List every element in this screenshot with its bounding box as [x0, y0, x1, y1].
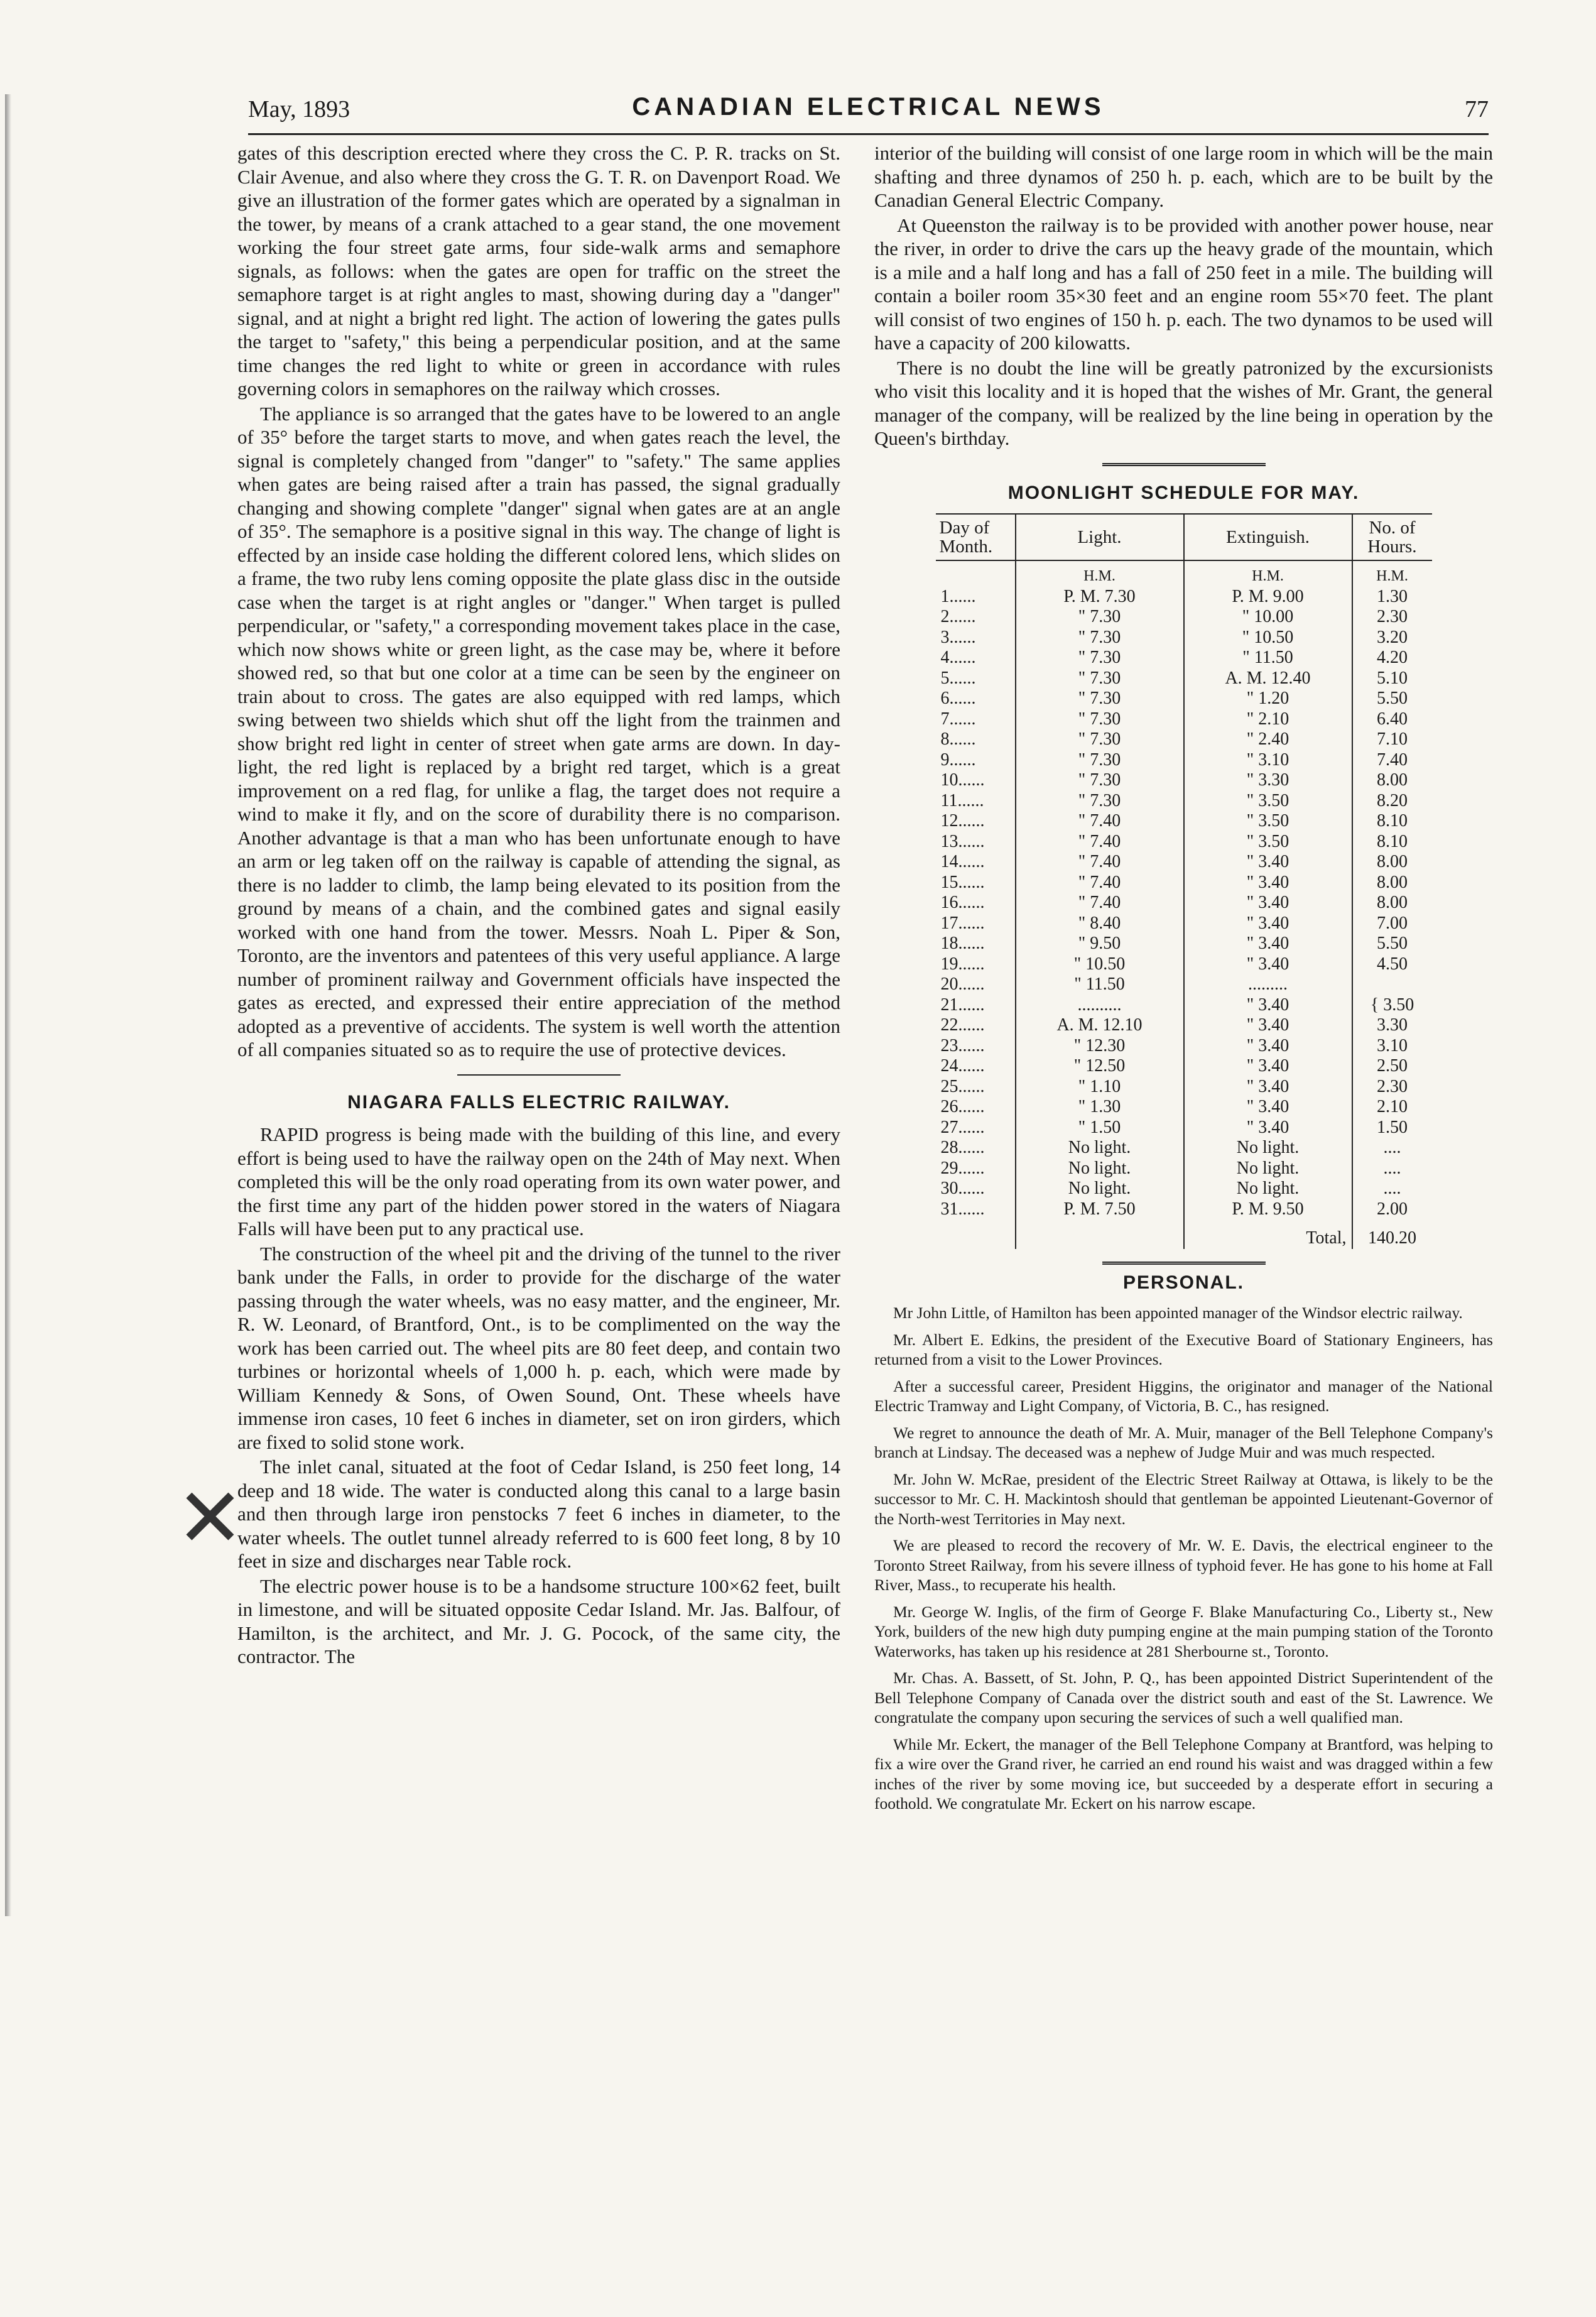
light-cell: No light.: [1016, 1179, 1184, 1199]
hours-cell: 8.10: [1352, 832, 1432, 853]
niagara-continued-paragraph-2: At Queenston the railway is to be provided with another power house, near the river, in order to drive the cars up the heavy grade of the mountain, which is a mile and a half long and has a fall of 250 feet in a mile. The building will contain a boiler room 35×30 feet and an engine room 55×70 feet. The plant will consist of two engines of 150 h. p. each. The two dynamos to be used will have a capacity of 200 kilowatts.: [874, 214, 1493, 354]
right-column: [874, 141, 1493, 1821]
day-cell: 8......: [940, 729, 976, 749]
scan-edge-shadow: [5, 94, 11, 1916]
extinguish-cell: No light.: [1184, 1138, 1352, 1158]
light-cell: " 7.40: [1016, 811, 1184, 832]
header-no-of-hours: No. of Hours.: [1352, 514, 1432, 560]
day-cell: 14......: [940, 852, 985, 871]
light-cell: " 1.30: [1016, 1097, 1184, 1118]
light-cell: A. M. 12.10: [1016, 1015, 1184, 1036]
extinguish-cell: A. M. 12.40: [1184, 668, 1352, 689]
gates-paragraph-2: The appliance is so arranged that the gates have to be lowered to an angle of 35° before the target starts to move, and when gates reach the level, the signal is completely changed from "danger" to "safety." The same applies when gates are being raised after a train has passed, the signal gradually changing and showing complete "danger" signal when gates are at an angle of 35°. The semaphore is a positive signal in this way. The change of light is effected by an inside case holding the different colored lens, which slides on a frame, the two ruby lens coming opposite the plate glass disc in the outside case when the target is at right angles or "danger." When target is pulled perpendicular, or "safety," a corresponding movement takes place in the case, which now shows white or green light, as the case may be, where it before showed red, so that but one color at a time can be seen by the engineer on train about to cross. The gates are also equipped with red lamps, which swing between two shields which shut off the light from the trainmen and show bright red light in center of street when gate arms are down. In day-light, the red light is replaced by a bright red target, which is a great improvement on a red flag, for unlike a flag, the target does not require a wind to make it fly, and on the score of durability there is no comparison. Another advantage is that a man who has been unfortunate enough to have an arm or leg taken off on the railway is capable of attending the signal, as there is no ladder to climb, the lamp being elevated to its position from the ground by means of a chain, and the combined gates and signal easily worked with one hand from the tower. Messrs. Noah L. Piper & Son, Toronto, are the inventors and patentees of this very useful appliance. A large number of prominent railway and Government officials have inspected the gates as erected, and expressed their entire appreciation of the method adopted as a preventive of accidents. The system is well worth the attention of all companies situated so as to require the use of protective devices.: [237, 402, 840, 1060]
light-cell: " 7.30: [1016, 689, 1184, 709]
extinguish-cell: " 3.40: [1184, 934, 1352, 954]
hours-cell: { 3.50: [1352, 995, 1432, 1016]
day-cell: 18......: [940, 934, 985, 953]
day-cell: 15......: [940, 872, 985, 892]
extinguish-cell: " 3.40: [1184, 852, 1352, 873]
total-label: Total,: [1184, 1219, 1352, 1249]
schedule-row: [936, 791, 1432, 812]
units-extinguish: H.M.: [1184, 560, 1352, 587]
light-cell: " 7.30: [1016, 628, 1184, 648]
hours-cell: 2.10: [1352, 1097, 1432, 1118]
day-cell: 28......: [940, 1138, 985, 1157]
hours-cell: ....: [1352, 1138, 1432, 1158]
header-day-of-month: Day of Month.: [936, 514, 1016, 560]
extinguish-cell: " 3.40: [1184, 1077, 1352, 1098]
schedule-row: [936, 995, 1432, 1016]
niagara-continued-paragraph-1: interior of the building will consist of one large room in which will be the main shafting and three dynamos of 250 h. p. each, which are to be built by the Canadian General Electric Company.: [874, 142, 1493, 211]
hours-cell: 4.50: [1352, 954, 1432, 975]
units-day: [936, 560, 1016, 587]
schedule-row: [936, 607, 1432, 628]
hours-cell: 7.40: [1352, 750, 1432, 771]
day-cell: 6......: [940, 689, 976, 708]
day-cell: 24......: [940, 1056, 985, 1076]
day-cell: 12......: [940, 811, 985, 831]
day-cell: 11......: [940, 790, 984, 810]
day-cell: 7......: [940, 709, 976, 729]
personal-item-3: After a successful career, President Higgins, the originator and manager of the National Electric Tramway and Light Company, of Victoria, B. C., has resigned.: [874, 1377, 1493, 1415]
light-cell: " 8.40: [1016, 913, 1184, 934]
light-cell: " 7.30: [1016, 709, 1184, 730]
light-cell: " 12.50: [1016, 1056, 1184, 1077]
light-cell: " 7.40: [1016, 893, 1184, 913]
niagara-paragraph-3: The inlet canal, situated at the foot of Cedar Island, is 250 feet long, 14 deep and 18 wide. The water is conducted along this canal to a large basin and then through large iron penstocks 7 feet 6 inches in diameter, to the water wheels. The outlet tunnel already referred to is 600 feet long, 8 by 10 feet in size and discharges near Table rock.: [237, 1456, 840, 1572]
hours-cell: 4.20: [1352, 648, 1432, 668]
schedule-row: [936, 811, 1432, 832]
hours-cell: ....: [1352, 1158, 1432, 1179]
header-rule: [248, 133, 1489, 135]
extinguish-cell: " 3.30: [1184, 770, 1352, 791]
hours-cell: 8.00: [1352, 852, 1432, 873]
day-cell: 13......: [940, 831, 985, 851]
hours-cell: 7.00: [1352, 913, 1432, 934]
header-light: Light.: [1016, 514, 1184, 560]
extinguish-cell: .........: [1184, 974, 1352, 995]
section-divider: [457, 1074, 621, 1076]
extinguish-cell: " 3.50: [1184, 832, 1352, 853]
niagara-paragraph-2: The construction of the wheel pit and the driving of the tunnel to the river bank under the Falls, in order to provide for the discharge of the water passing through the water wheels, was no easy matter, and the engineer, Mr. R. W. Leonard, of Brantford, Ont., is to be complimented on the way the work has been carried out. The wheel pits are 80 feet deep, and contain two turbines or horizontal wheels of 1,000 h. p. each, which were made by William Kennedy & Sons, of Owen Sound, Ont. These wheels have immense iron cases, 10 feet 6 inches in diameter, set on iron girders, which are fixed to solid stone work.: [237, 1242, 840, 1453]
handwritten-x-mark: ✕: [176, 1472, 244, 1564]
hours-cell: [1352, 974, 1432, 995]
schedule-row: [936, 954, 1432, 975]
extinguish-cell: " 3.40: [1184, 893, 1352, 913]
page-number: 77: [1465, 96, 1489, 123]
day-cell: 1......: [940, 586, 976, 606]
day-cell: 30......: [940, 1179, 985, 1198]
day-cell: 21......: [940, 995, 985, 1015]
light-cell: " 7.30: [1016, 791, 1184, 812]
extinguish-cell: " 3.40: [1184, 1056, 1352, 1077]
schedule-header-row: [936, 514, 1432, 560]
extinguish-cell: " 3.10: [1184, 750, 1352, 771]
hours-cell: 8.00: [1352, 893, 1432, 913]
light-cell: " 12.30: [1016, 1036, 1184, 1057]
day-cell: 22......: [940, 1015, 985, 1035]
personal-section-title: PERSONAL.: [1122, 1272, 1245, 1293]
schedule-row: [936, 893, 1432, 913]
day-cell: 2......: [940, 607, 976, 626]
light-cell: " 7.30: [1016, 607, 1184, 628]
hours-cell: 5.10: [1352, 668, 1432, 689]
light-cell: " 7.30: [1016, 648, 1184, 668]
extinguish-cell: " 3.40: [1184, 954, 1352, 975]
day-cell: 5......: [940, 668, 976, 688]
hours-cell: 3.10: [1352, 1036, 1432, 1057]
hours-cell: 1.30: [1352, 587, 1432, 608]
schedule-units-row: [936, 560, 1432, 587]
light-cell: No light.: [1016, 1138, 1184, 1158]
schedule-row: [936, 974, 1432, 995]
schedule-row: [936, 587, 1432, 608]
schedule-row: [936, 628, 1432, 648]
hours-cell: 3.30: [1352, 1015, 1432, 1036]
schedule-row: [936, 1158, 1432, 1179]
schedule-row: [936, 770, 1432, 791]
moonlight-schedule-table: [936, 513, 1432, 1249]
light-cell: " 7.40: [1016, 852, 1184, 873]
niagara-continued-paragraph-3: There is no doubt the line will be greatly patronized by the excursionists who visit this locality and it is hoped that the wishes of Mr. Grant, the general manager of the company, will be realized by the line being in operation by the Queen's birthday.: [874, 356, 1493, 449]
hours-cell: 7.10: [1352, 729, 1432, 750]
extinguish-cell: " 3.50: [1184, 791, 1352, 812]
extinguish-cell: " 1.20: [1184, 689, 1352, 709]
niagara-section-title: NIAGARA FALLS ELECTRIC RAILWAY.: [347, 1091, 730, 1113]
personal-item-4: We regret to announce the death of Mr. A. Muir, manager of the Bell Telephone Company's branch at Lindsay. The deceased was a nephew of Judge Muir and was much respected.: [874, 1423, 1493, 1461]
light-cell: P. M. 7.30: [1016, 587, 1184, 608]
extinguish-cell: " 3.50: [1184, 811, 1352, 832]
total-value: 140.20: [1352, 1219, 1432, 1249]
extinguish-cell: " 3.40: [1184, 995, 1352, 1016]
schedule-row: [936, 934, 1432, 954]
light-cell: " 11.50: [1016, 974, 1184, 995]
extinguish-cell: No light.: [1184, 1179, 1352, 1199]
extinguish-cell: " 3.40: [1184, 1118, 1352, 1138]
gates-paragraph-1: gates of this description erected where they cross the C. P. R. tracks on St. Clair Avenue, and also where they cross the G. T. R. on Davenport Road. We give an illustration of the former gates which are operated by a signalman in the tower, by means of a crank attached to a gear stand, the one movement working the four street gate arms, four side-walk arms and semaphore signals, as follows: when the gates are open for traffic on the street the semaphore target is at right angles to mast, showing during day a "danger" signal, and at night a bright red light. The action of lowering the gates pulls the target to "safety," this being a perpendicular position, and at the same time changes the red light to white or green in accordance with rules governing colors in semaphores on the railway which crosses.: [237, 142, 840, 400]
light-cell: " 7.30: [1016, 770, 1184, 791]
extinguish-cell: " 3.40: [1184, 1015, 1352, 1036]
light-cell: " 9.50: [1016, 934, 1184, 954]
schedule-total-row: [936, 1219, 1432, 1249]
day-cell: 26......: [940, 1097, 985, 1116]
extinguish-cell: P. M. 9.50: [1184, 1199, 1352, 1220]
schedule-title: MOONLIGHT SCHEDULE FOR MAY.: [1007, 482, 1360, 503]
extinguish-cell: " 3.40: [1184, 913, 1352, 934]
header-extinguish: Extinguish.: [1184, 514, 1352, 560]
schedule-row: [936, 750, 1432, 771]
light-cell: " 7.30: [1016, 729, 1184, 750]
day-cell: 27......: [940, 1117, 985, 1137]
schedule-row: [936, 668, 1432, 689]
hours-cell: 2.50: [1352, 1056, 1432, 1077]
hours-cell: 6.40: [1352, 709, 1432, 730]
schedule-row: [936, 1118, 1432, 1138]
light-cell: P. M. 7.50: [1016, 1199, 1184, 1220]
schedule-row: [936, 1199, 1432, 1220]
hours-cell: ....: [1352, 1179, 1432, 1199]
schedule-row: [936, 1179, 1432, 1199]
hours-cell: 2.30: [1352, 1077, 1432, 1098]
light-cell: " 10.50: [1016, 954, 1184, 975]
page-header: [248, 93, 1489, 131]
personal-item-2: Mr. Albert E. Edkins, the president of the Executive Board of Stationary Engineers, has returned from a visit to the Lower Provinces.: [874, 1330, 1493, 1368]
issue-date: May, 1893: [248, 96, 350, 123]
day-cell: 16......: [940, 893, 985, 912]
left-column: [237, 141, 840, 1670]
personal-item-8: Mr. Chas. A. Bassett, of St. John, P. Q., has been appointed District Superintendent of the Bell Telephone Company of Canada over the district south and east of the St. Lawrence. We congratulate the company upon securing the services of such a well qualified man.: [874, 1669, 1493, 1726]
schedule-row: [936, 1077, 1432, 1098]
day-cell: 4......: [940, 648, 976, 667]
schedule-row: [936, 1056, 1432, 1077]
day-cell: 9......: [940, 750, 976, 770]
schedule-row: [936, 832, 1432, 853]
schedule-row: [936, 648, 1432, 668]
schedule-row: [936, 709, 1432, 730]
light-cell: No light.: [1016, 1158, 1184, 1179]
personal-item-5: Mr. John W. McRae, president of the Electric Street Railway at Ottawa, is likely to be the successor to Mr. C. H. Mackintosh should that gentleman be appointed Lieutenant-Governor of the North-west Territories in May next.: [874, 1469, 1493, 1528]
hours-cell: 8.00: [1352, 873, 1432, 893]
day-cell: 19......: [940, 954, 985, 974]
light-cell: " 7.30: [1016, 750, 1184, 771]
schedule-row: [936, 1015, 1432, 1036]
light-cell: " 1.50: [1016, 1118, 1184, 1138]
personal-item-7: Mr. George W. Inglis, of the firm of George F. Blake Manufacturing Co., Liberty st., New York, builders of the new high duty pumping engine at the main pumping station of the Toronto Waterworks, has taken up his residence at 281 Sherbourne st., Toronto.: [874, 1602, 1493, 1660]
extinguish-cell: " 3.40: [1184, 873, 1352, 893]
day-cell: 20......: [940, 974, 985, 994]
hours-cell: 2.00: [1352, 1199, 1432, 1220]
extinguish-cell: " 10.00: [1184, 607, 1352, 628]
schedule-row: [936, 1097, 1432, 1118]
schedule-row: [936, 689, 1432, 709]
units-hours: H.M.: [1352, 560, 1432, 587]
masthead-title: CANADIAN ELECTRICAL NEWS: [632, 93, 1105, 121]
day-cell: 29......: [940, 1158, 985, 1178]
day-cell: 3......: [940, 627, 976, 647]
day-cell: 31......: [940, 1199, 985, 1219]
day-cell: 10......: [940, 770, 985, 790]
hours-cell: 8.00: [1352, 770, 1432, 791]
extinguish-cell: " 2.40: [1184, 729, 1352, 750]
hours-cell: 2.30: [1352, 607, 1432, 628]
schedule-row: [936, 729, 1432, 750]
extinguish-cell: P. M. 9.00: [1184, 587, 1352, 608]
hours-cell: 8.10: [1352, 811, 1432, 832]
extinguish-cell: " 10.50: [1184, 628, 1352, 648]
schedule-row: [936, 873, 1432, 893]
units-light: H.M.: [1016, 560, 1184, 587]
extinguish-cell: " 3.40: [1184, 1036, 1352, 1057]
extinguish-cell: " 2.10: [1184, 709, 1352, 730]
schedule-row: [936, 913, 1432, 934]
personal-column: [874, 1303, 1493, 1814]
light-cell: " 7.40: [1016, 832, 1184, 853]
day-cell: 17......: [940, 913, 985, 933]
hours-cell: 3.20: [1352, 628, 1432, 648]
hours-cell: 1.50: [1352, 1118, 1432, 1138]
schedule-row: [936, 1036, 1432, 1057]
personal-divider: [1102, 1262, 1266, 1265]
niagara-paragraph-1: RAPID progress is being made with the building of this line, and every effort is being used to have the railway open on the 24th of May next. When completed this will be the only road operating from its own water power, and the first time any part of the hidden power stored in the waters of Niagara Falls will have been put to any practical use.: [237, 1123, 840, 1240]
light-cell: " 7.40: [1016, 873, 1184, 893]
personal-item-9: While Mr. Eckert, the manager of the Bell Telephone Company at Brantford, was helping to fix a wire over the Grand river, he carried an end round his waist and was dragged within a few inches of the river by some moving ice, but succeeded by a desperate effort in securing a foothold. We congratulate Mr. Eckert on his narrow escape.: [874, 1735, 1493, 1813]
light-cell: " 1.10: [1016, 1077, 1184, 1098]
schedule-body: [936, 560, 1432, 1219]
niagara-paragraph-4: The electric power house is to be a handsome structure 100×62 feet, built in limestone, and will be situated opposite Cedar Island. Mr. Jas. Balfour, of Hamilton, is the architect, and Mr. J. G. Pocock, of the same city, the contractor. The: [237, 1574, 840, 1667]
day-cell: 23......: [940, 1035, 985, 1055]
hours-cell: 8.20: [1352, 791, 1432, 812]
hours-cell: 5.50: [1352, 934, 1432, 954]
light-cell: " 7.30: [1016, 668, 1184, 689]
light-cell: ..........: [1016, 995, 1184, 1016]
personal-item-1: Mr John Little, of Hamilton has been appointed manager of the Windsor electric railway.: [893, 1304, 1463, 1322]
schedule-row: [936, 852, 1432, 873]
extinguish-cell: " 3.40: [1184, 1097, 1352, 1118]
personal-item-6: We are pleased to record the recovery of Mr. W. E. Davis, the electrical engineer to the Toronto Street Railway, from his severe illness of typhoid fever. He has gone to his home at Fall River, Mass., to recuperate his health.: [874, 1536, 1493, 1594]
schedule-divider: [1102, 463, 1266, 466]
extinguish-cell: " 11.50: [1184, 648, 1352, 668]
extinguish-cell: No light.: [1184, 1158, 1352, 1179]
schedule-row: [936, 1138, 1432, 1158]
day-cell: 25......: [940, 1076, 985, 1096]
hours-cell: 5.50: [1352, 689, 1432, 709]
